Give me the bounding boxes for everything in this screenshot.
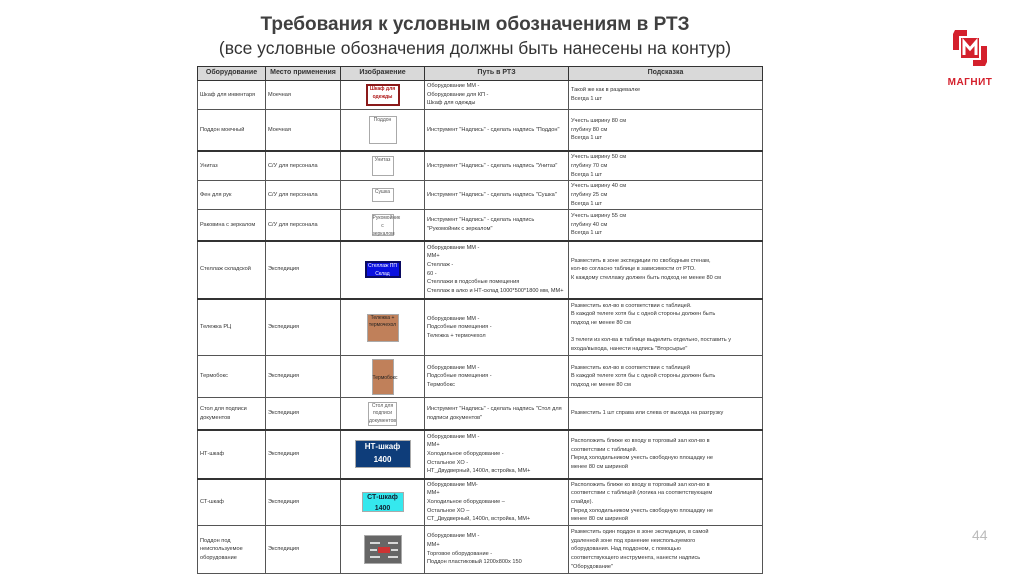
hint-line: соответствующего инструмента, нанести надпись <box>571 554 701 561</box>
hint-line: В каждой телеге хотя бы с одной стороны должен быть <box>571 373 716 380</box>
path-line: Стеллаж - <box>427 262 454 269</box>
path-line: ММ+ <box>427 442 440 449</box>
hint-line: Всегда 1 шт <box>571 230 603 237</box>
path-line: Остальное ХО – <box>427 507 470 514</box>
hint-line: Учесть ширину 80 см <box>571 118 627 125</box>
path-cell <box>425 526 569 574</box>
symbol-image: Сушка <box>372 188 394 202</box>
place-cell: С/У для персонала <box>266 181 341 210</box>
hint-line: глубину 80 см <box>571 126 608 133</box>
slide-title: Требования к условным обозначениям в РТЗ <box>260 14 690 35</box>
image-cell <box>341 398 425 430</box>
hint-line: кол-во согласно таблице в зависимости от РТО. <box>571 266 696 273</box>
path-line: 60 - <box>427 270 437 277</box>
hint-line: глубину 25 см <box>571 191 608 198</box>
image-cell <box>341 430 425 479</box>
hint-line: удаленной зоне под хранение неиспользуемого <box>571 537 696 544</box>
path-line: Оборудование ММ - <box>427 315 480 322</box>
image-cell <box>341 151 425 180</box>
path-line: НТ_Двудверный, 1400л, встройка, ММ+ <box>427 468 531 475</box>
path-line: Остальное ХО - <box>427 459 469 466</box>
table-header <box>198 67 763 81</box>
hint-line: Разместить один поддон в зоне экспедиции, в самой <box>571 528 709 535</box>
path-cell <box>425 241 569 299</box>
symbols-table <box>197 66 763 574</box>
path-cell <box>425 356 569 398</box>
hint-line: входа/выхода, нанести надпись "Вторсырье" <box>571 345 688 352</box>
path-line: Оборудование ММ - <box>427 244 480 251</box>
place-cell: Моечная <box>266 80 341 109</box>
hint-line: слайде). <box>571 499 594 506</box>
hint-line: Перед холодильником учесть свободную площадку не <box>571 455 713 462</box>
table-row <box>198 80 763 109</box>
symbol-image: Шкаф для одежды <box>366 84 400 106</box>
hint-cell <box>569 181 763 210</box>
path-line: Оборудование ММ - <box>427 82 480 89</box>
hint-line: Расположить ближе ко входу в торговый зал кол-во в <box>571 481 710 488</box>
path-cell <box>425 80 569 109</box>
hint-line: 3 телеги из кол-ва в таблице выделить отдельно, поставить у <box>571 337 732 344</box>
path-line: ММ+ <box>427 541 440 548</box>
table-row <box>198 356 763 398</box>
path-line: Холодильное оборудование - <box>427 450 504 457</box>
hint-line: соответствии с таблицей. <box>571 446 638 453</box>
path-line: подписи документов" <box>427 414 483 421</box>
page-number: 44 <box>972 527 988 543</box>
hint-line: Учесть ширину 50 см <box>571 154 627 161</box>
path-line: Тележка + термочехол <box>427 332 486 339</box>
path-cell <box>425 181 569 210</box>
path-line: Оборудование ММ - <box>427 533 480 540</box>
hint-line: подход не менее 80 см <box>571 382 631 389</box>
hint-cell <box>569 398 763 430</box>
equipment-cell: Термобокс <box>198 356 266 398</box>
place-cell: Экспедиция <box>266 479 341 526</box>
equipment-cell: Стеллаж складской <box>198 241 266 299</box>
place-cell: С/У для персонала <box>266 151 341 180</box>
place-cell: С/У для персонала <box>266 210 341 241</box>
path-line: Стеллажи в подсобные помещения <box>427 279 520 286</box>
place-cell: Экспедиция <box>266 356 341 398</box>
equipment-cell: Стол для подписи документов <box>198 398 266 430</box>
hint-line: оборудования. Над поддоном, с помощью <box>571 546 681 553</box>
hint-line: Такой же как в раздевалке <box>571 87 641 94</box>
hint-line: Всегда 1 шт <box>571 135 603 142</box>
equipment-cell: Тележка РЦ <box>198 299 266 356</box>
path-line: Стеллаж в алко и НТ-склад 1000*500*1800 мм, ММ+ <box>427 288 564 295</box>
equipment-cell: СТ-шкаф <box>198 479 266 526</box>
hint-cell <box>569 479 763 526</box>
path-line: Поддон пластиковый 1200x800x 150 <box>427 559 522 566</box>
hint-line: Учесть ширину 40 см <box>571 183 627 190</box>
path-line: Термобокс <box>427 382 455 389</box>
hint-line: Перед холодильником учесть свободную площадку не <box>571 507 713 514</box>
symbol-image: Стол для подписи документов <box>369 402 397 425</box>
place-cell: Экспедиция <box>266 241 341 299</box>
place-cell: Экспедиция <box>266 430 341 479</box>
symbol-image: Унитаз <box>372 156 394 176</box>
path-line: "Рукомойник с зеркалом" <box>427 226 493 233</box>
path-cell <box>425 210 569 241</box>
equipment-cell: НТ-шкаф <box>198 430 266 479</box>
magnit-logo-icon <box>947 26 993 70</box>
image-cell <box>341 526 425 574</box>
path-line: Оборудование для КП - <box>427 91 489 98</box>
table-row <box>198 430 763 479</box>
equipment-cell: Унитаз <box>198 151 266 180</box>
path-line: Шкаф для одежды <box>427 100 476 107</box>
symbol-image: НТ-шкаф 1400 <box>355 440 411 468</box>
path-line: Оборудование ММ - <box>427 364 480 371</box>
path-line: СТ_Двудверный, 1400л, встройка, ММ+ <box>427 516 531 523</box>
place-cell: Моечная <box>266 109 341 151</box>
place-cell: Экспедиция <box>266 526 341 574</box>
hint-cell <box>569 526 763 574</box>
hint-line: В каждой телеге хотя бы с одной стороны должен быть <box>571 311 716 318</box>
image-cell <box>341 181 425 210</box>
equipment-cell: Поддон под неиспользуемое оборудование <box>198 526 266 574</box>
hint-cell <box>569 299 763 356</box>
path-cell <box>425 109 569 151</box>
hint-line: Расположить ближе ко входу в торговый зал кол-во в <box>571 437 710 444</box>
path-line: Торговое оборудование - <box>427 550 493 557</box>
hint-line: Разместить кол-во в соответствии с таблицей. <box>571 302 692 309</box>
hint-line: глубину 70 см <box>571 162 608 169</box>
logo-text: МАГНИТ <box>947 77 993 88</box>
image-cell <box>341 356 425 398</box>
path-cell <box>425 299 569 356</box>
symbol-image: Стеллаж ПП Склад <box>365 261 401 278</box>
path-line: Подсобные помещения - <box>427 373 492 380</box>
header-hint: Подсказка <box>569 67 763 81</box>
header-image: Изображение <box>341 67 425 81</box>
path-line: Инструмент "Надпись" - сделать надпись "Сушка" <box>427 191 557 198</box>
symbol-image: Рукомойник с зеркалом <box>372 215 401 237</box>
hint-line: Всегда 1 шт <box>571 95 603 102</box>
equipment-cell: Поддон моечный <box>198 109 266 151</box>
header-path: Путь в РТЗ <box>425 67 569 81</box>
equipment-cell: Раковина с зеркалом <box>198 210 266 241</box>
image-cell <box>341 210 425 241</box>
hint-cell <box>569 241 763 299</box>
place-cell: Экспедиция <box>266 398 341 430</box>
magnit-logo <box>942 26 998 88</box>
hint-line: "Оборудование" <box>571 563 614 570</box>
table-row <box>198 479 763 526</box>
symbol-image: СТ-шкаф 1400 <box>362 492 404 512</box>
hint-line: Учесть ширину 55 см <box>571 213 627 220</box>
hint-line: подход не менее 80 см <box>571 319 631 326</box>
place-cell: Экспедиция <box>266 299 341 356</box>
path-cell <box>425 151 569 180</box>
symbol-image: Тележка + термочехол <box>367 314 399 342</box>
pallet-image <box>364 535 402 564</box>
path-line: Инструмент "Надпись" - сделать надпись "Стол для <box>427 405 562 412</box>
hint-line: Разместить кол-во в соответствии с таблицей <box>571 364 691 371</box>
header-equipment: Оборудование <box>198 67 266 81</box>
table-row <box>198 241 763 299</box>
image-cell <box>341 241 425 299</box>
hint-cell <box>569 210 763 241</box>
path-line: Оборудование ММ- <box>427 481 478 488</box>
image-cell <box>341 109 425 151</box>
path-line: Оборудование ММ - <box>427 433 480 440</box>
slide-subtitle: (все условные обозначения должны быть нанесены на контур) <box>218 38 732 58</box>
path-line: ММ+ <box>427 490 440 497</box>
hint-line: менее 80 см шириной <box>571 516 628 523</box>
hint-cell <box>569 356 763 398</box>
hint-line: К каждому стеллажу должен быть подход не менее 80 см <box>571 275 721 282</box>
path-cell <box>425 479 569 526</box>
path-line: Подсобные помещения - <box>427 324 492 331</box>
table-row <box>198 181 763 210</box>
hint-line: Разместить в зоне экспедиции по свободным стенам, <box>571 257 711 264</box>
hint-line: соответствии с таблицей (логика на соответствующем <box>571 490 713 497</box>
table-row <box>198 526 763 574</box>
path-line: ММ+ <box>427 253 440 260</box>
hint-line: Разместить 1 шт справа или слева от выхода на разгрузку <box>571 410 724 417</box>
table-row <box>198 398 763 430</box>
header-place: Место применения <box>266 67 341 81</box>
path-cell <box>425 398 569 430</box>
hint-cell <box>569 80 763 109</box>
path-line: Инструмент "Надпись" - сделать надпись "Унитаз" <box>427 162 558 169</box>
hint-line: Всегда 1 шт <box>571 200 603 207</box>
path-cell <box>425 430 569 479</box>
hint-line: глубину 40 см <box>571 221 608 228</box>
table-row <box>198 109 763 151</box>
path-line: Холодильное оборудование – <box>427 499 505 506</box>
image-cell <box>341 299 425 356</box>
symbol-image: Термобокс <box>372 359 394 395</box>
table-row <box>198 210 763 241</box>
hint-cell <box>569 151 763 180</box>
image-cell <box>341 479 425 526</box>
hint-line <box>571 328 760 337</box>
hint-cell <box>569 430 763 479</box>
hint-line: Всегда 1 шт <box>571 171 603 178</box>
path-line: Инструмент "Надпись" - сделать надпись <box>427 217 535 224</box>
table-row <box>198 299 763 356</box>
hint-line: менее 80 см шириной <box>571 463 628 470</box>
symbol-image: Поддон <box>369 116 397 144</box>
image-cell <box>341 80 425 109</box>
path-line: Инструмент "Надпись" - сделать надпись "Поддон" <box>427 126 560 133</box>
hint-cell <box>569 109 763 151</box>
equipment-cell: Фен для рук <box>198 181 266 210</box>
equipment-cell: Шкаф для инвентаря <box>198 80 266 109</box>
table-row <box>198 151 763 180</box>
